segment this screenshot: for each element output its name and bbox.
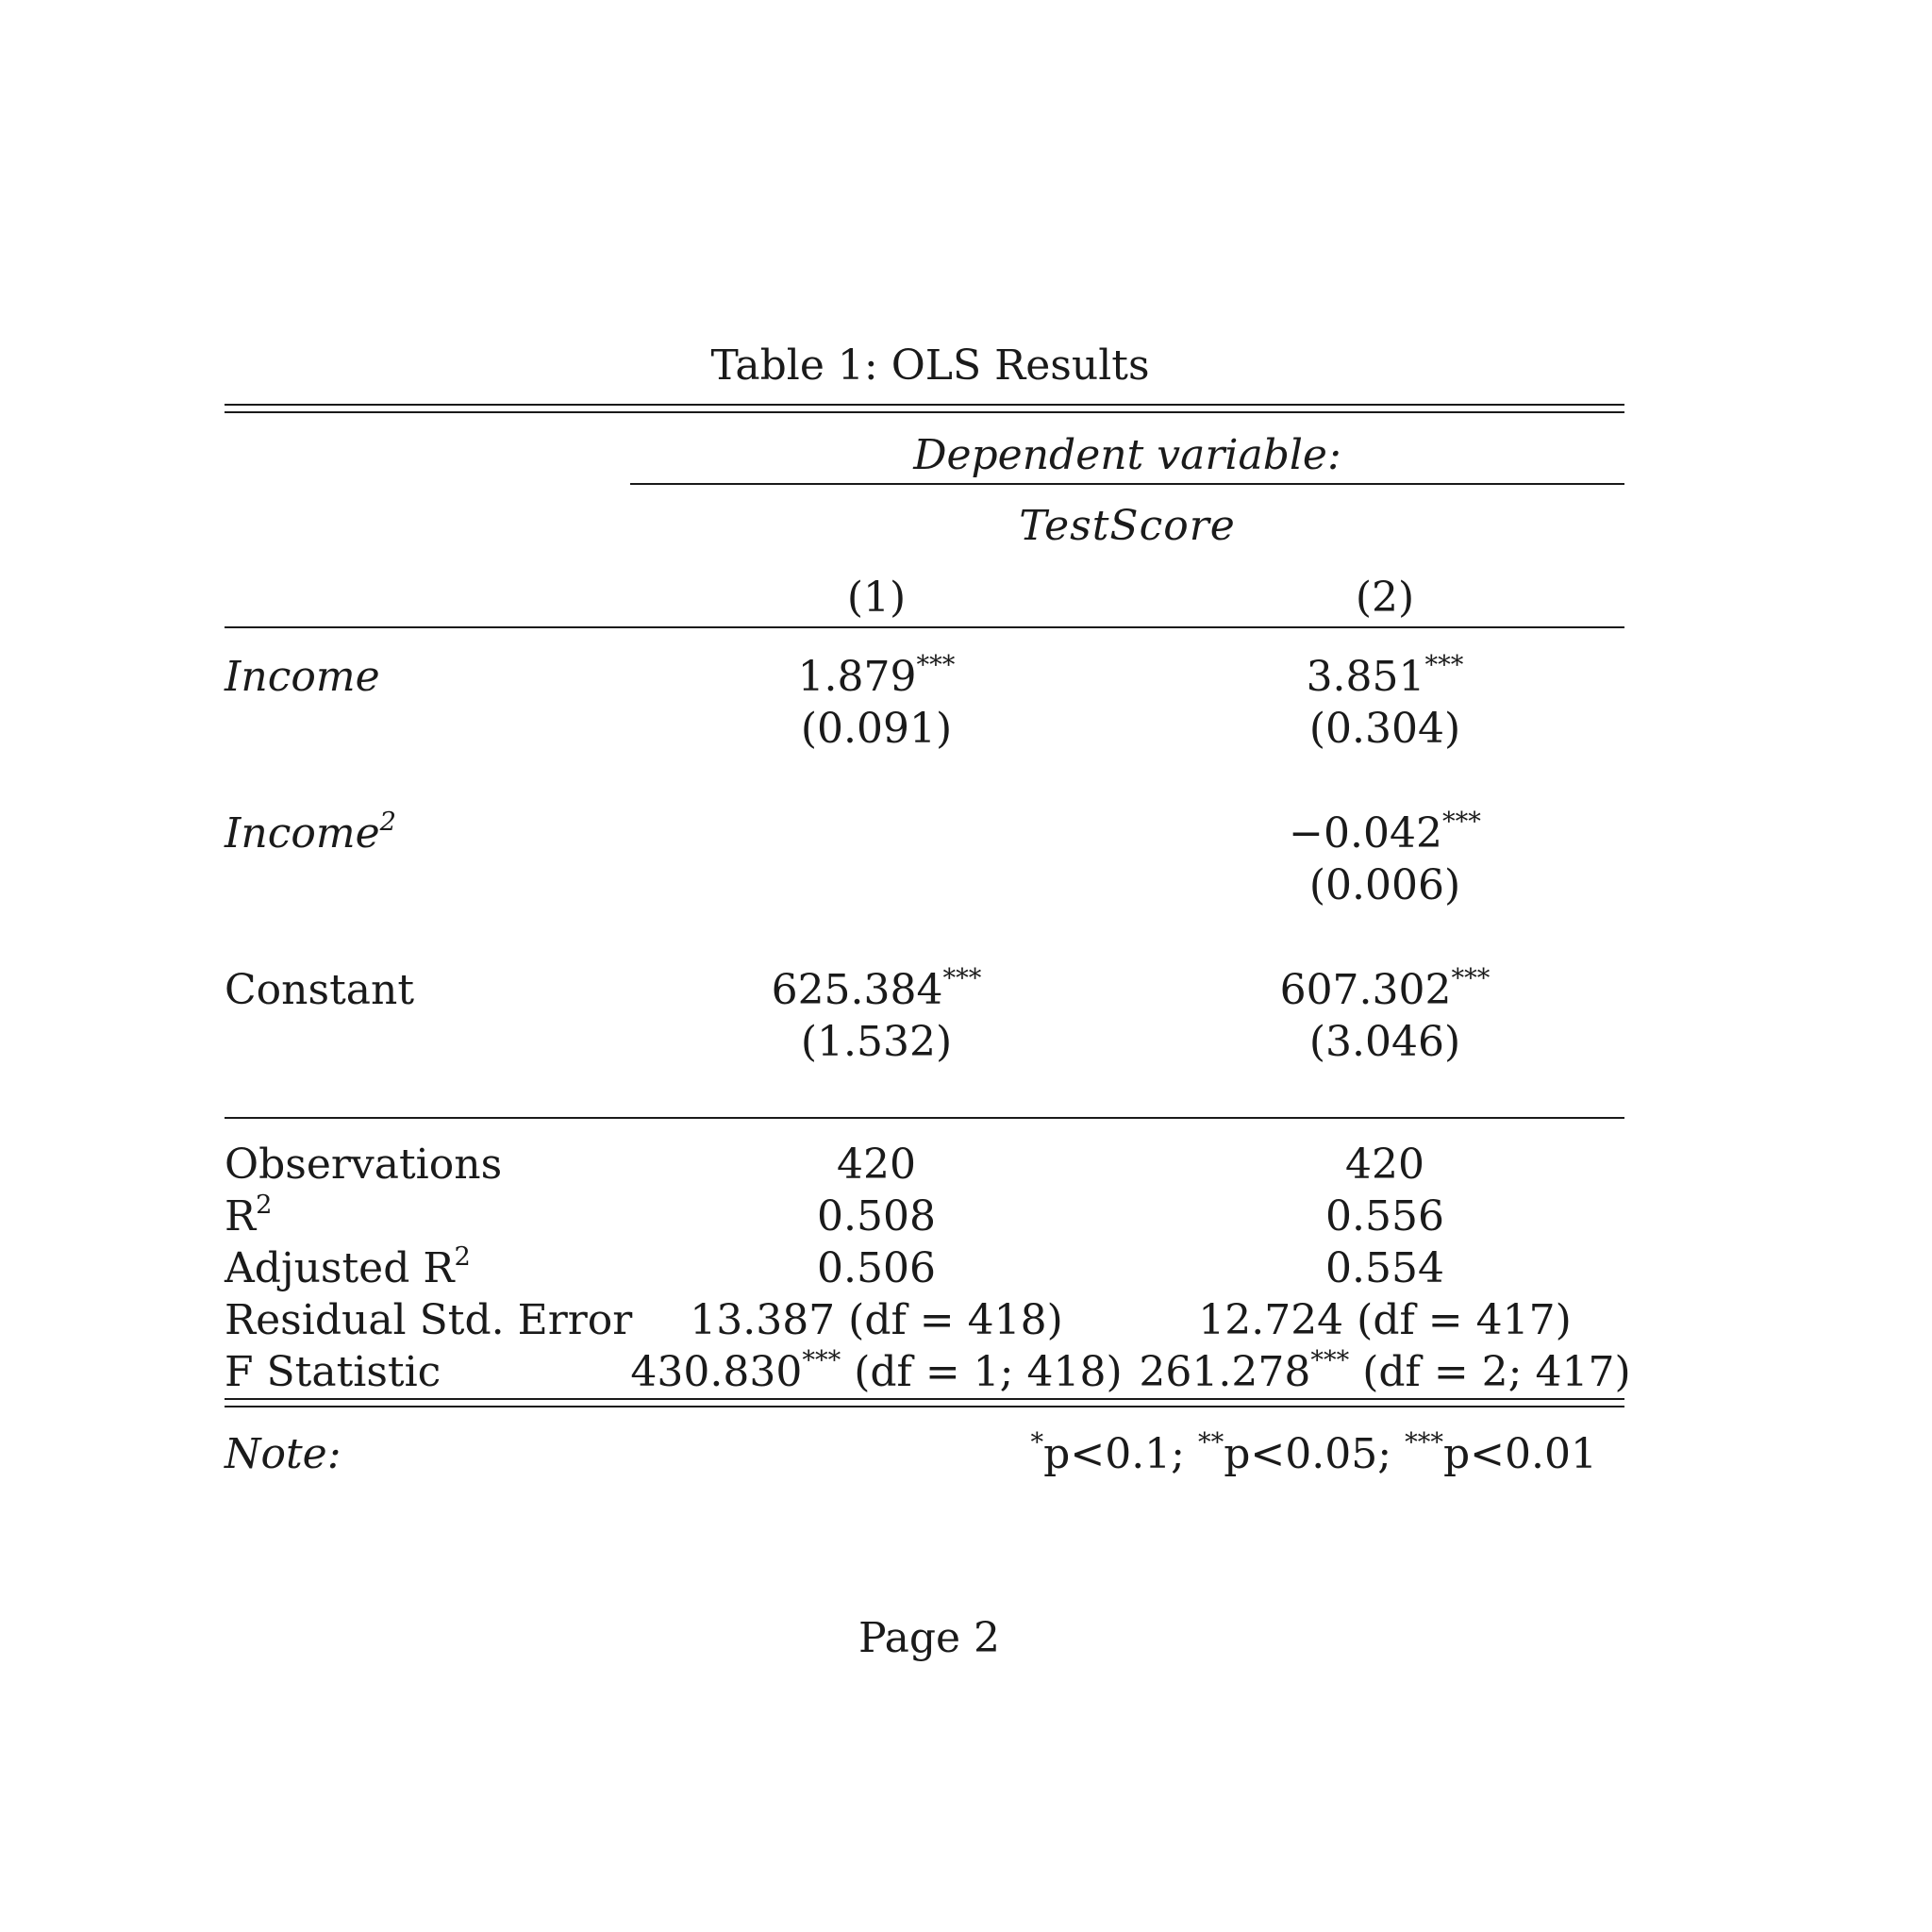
statistic-value: 0.508 [817,1192,936,1241]
bottom-rule-1 [225,1398,1624,1400]
coefficient-estimate: 607.302*** [1279,963,1491,1014]
coefficient-estimate: −0.042*** [1289,807,1481,858]
standard-error: (3.046) [1308,1018,1461,1066]
statistic-label: Adjusted $R^2$ [225,1241,471,1292]
coefficient-estimate: 625.384*** [771,963,982,1014]
column-header-1: (1) [846,574,907,622]
dependent-variable-rule [630,483,1624,485]
f-statistic-col1: 430.830*** (df = 1; 418) [630,1345,1123,1396]
coefficient-label: Income [225,653,380,701]
standard-error: (0.091) [800,705,953,753]
top-rule-2 [225,411,1624,413]
standard-error: (0.006) [1308,861,1461,909]
statistic-value: 0.506 [817,1244,936,1292]
standard-error: (1.532) [800,1018,953,1066]
coefficient-estimate: 1.879*** [797,650,956,701]
statistic-value: 0.556 [1325,1192,1444,1241]
page-footer-fragment: Page 2 [858,1614,1001,1662]
statistic-label: Residual Std. Error [225,1296,633,1344]
header-bottom-rule [225,626,1624,628]
stats-top-rule [225,1117,1624,1119]
statistic-value: 12.724 (df = 417) [1198,1296,1572,1344]
statistic-value: 420 [1345,1141,1424,1189]
column-header-2: (2) [1355,574,1415,622]
table-caption: Table 1: OLS Results [710,341,1150,390]
top-rule-1 [225,404,1624,406]
coefficient-label: Constant [225,966,415,1014]
coefficient-estimate: 3.851*** [1306,650,1464,701]
significance-note: *p<0.1; **p<0.05; ***p<0.01 [1030,1427,1597,1478]
note-label: Note: [225,1430,341,1478]
coefficient-label: Income$^2$ [225,807,396,858]
standard-error: (0.304) [1308,705,1461,753]
statistic-value: 0.554 [1325,1244,1444,1292]
f-statistic-col2: 261.278*** (df = 2; 417) [1139,1345,1631,1396]
bottom-rule-2 [225,1406,1624,1407]
statistic-label: Observations [225,1141,503,1189]
f-statistic-label: F Statistic [225,1348,441,1396]
dependent-variable-name: TestScore [1019,502,1236,550]
statistic-label: $R^2$ [225,1190,273,1241]
statistic-value: 420 [837,1141,916,1189]
statistic-value: 13.387 (df = 418) [690,1296,1063,1344]
dependent-variable-label: Dependent variable: [913,431,1341,479]
